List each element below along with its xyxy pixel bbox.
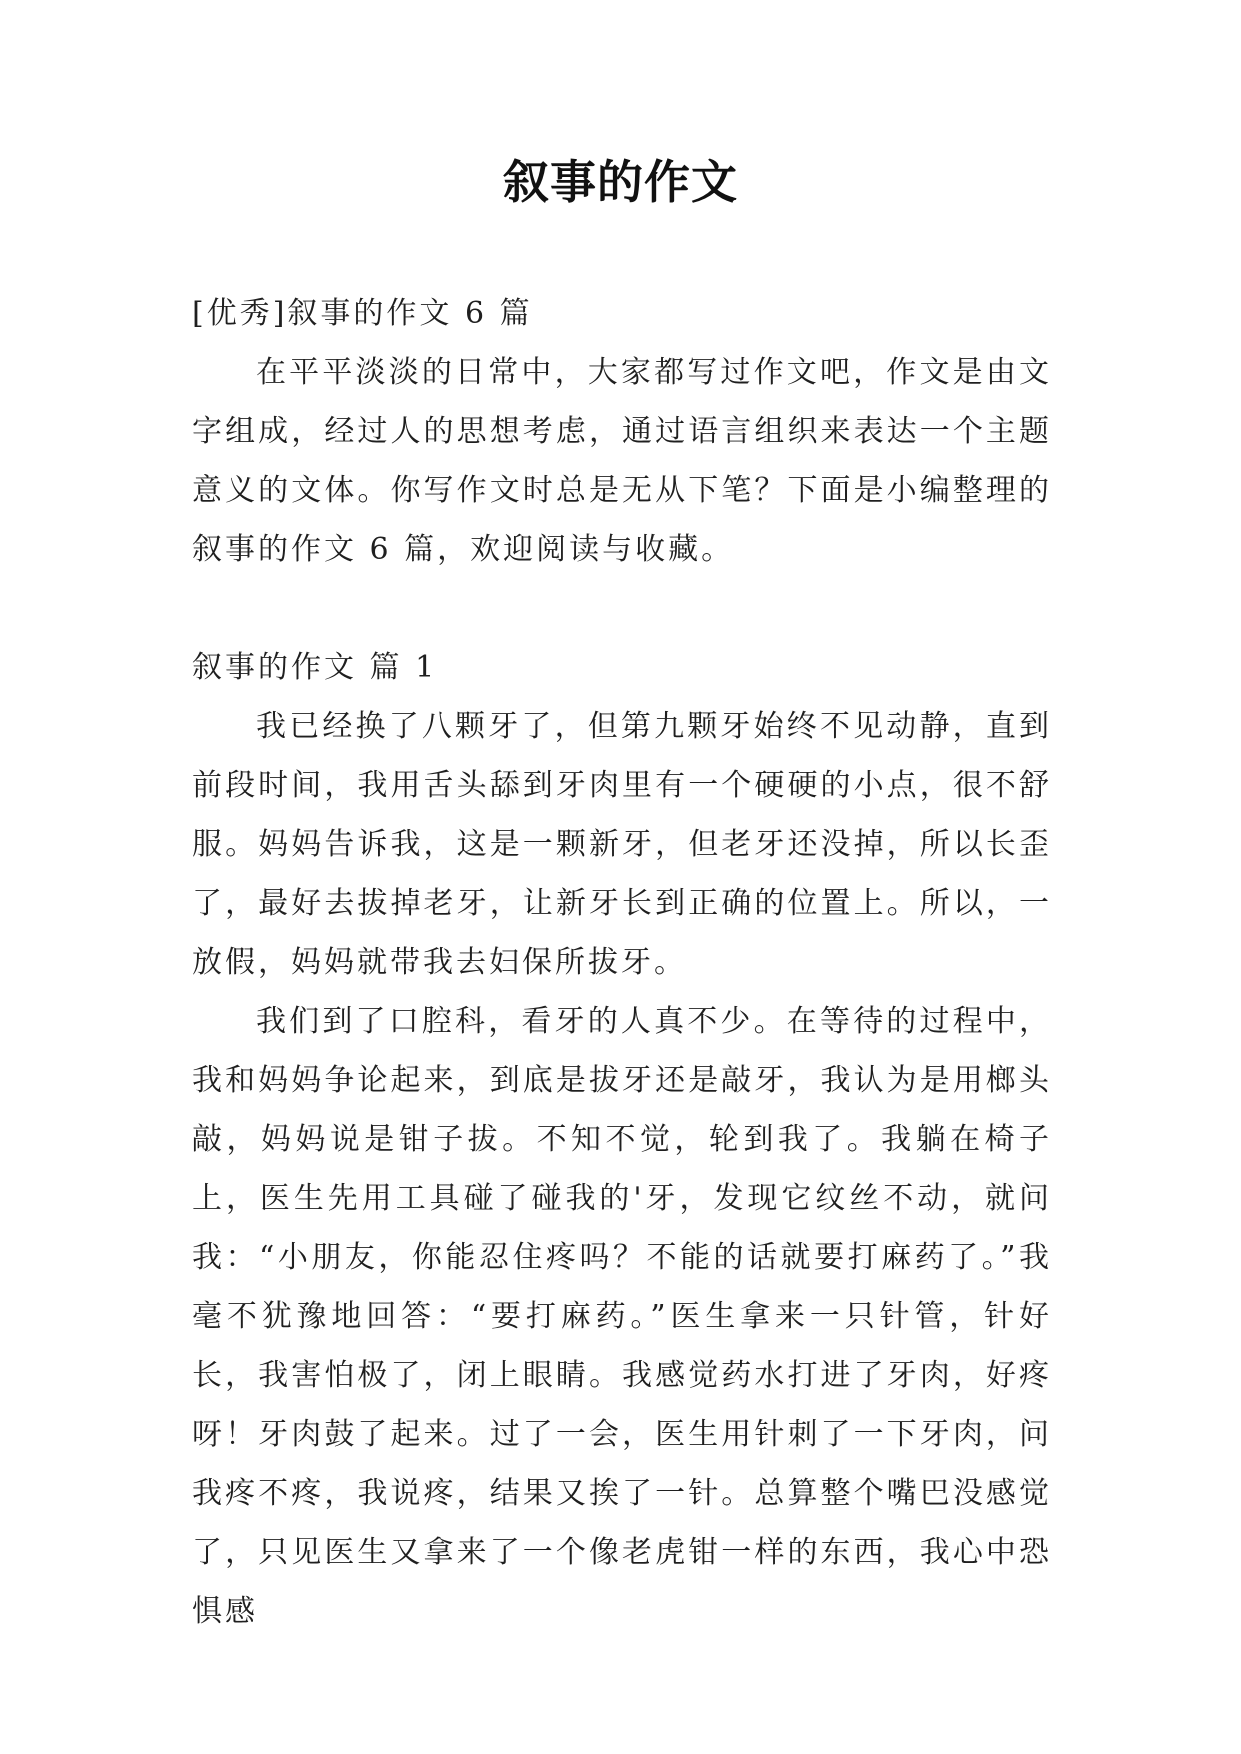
document-title: 叙事的作文 — [503, 155, 738, 209]
intro-paragraph: 在平平淡淡的日常中，大家都写过作文吧，作文是由文字组成，经过人的思想考虑，通过语言组织来表达一个主题意义的文体。你写作文时总是无从下笔？下面是小编整理的叙事的作文 6 篇，欢迎阅读与收藏。 — [192, 355, 1052, 567]
document-body — [192, 284, 1052, 1641]
section-spacer — [192, 579, 1052, 638]
document-subtitle: [优秀]叙事的作文 6 篇 — [192, 296, 533, 331]
section-heading: 叙事的作文 篇 1 — [192, 650, 438, 685]
body-paragraph-1: 我已经换了八颗牙了，但第九颗牙始终不见动静，直到前段时间，我用舌头舔到牙肉里有一个硬硬的小点，很不舒服。妈妈告诉我，这是一颗新牙，但老牙还没掉，所以长歪了，最好去拔掉老牙，让新牙长到正确的位置上。所以，一放假，妈妈就带我去妇保所拔牙。 — [192, 709, 1052, 980]
body-paragraph-2: 我们到了口腔科，看牙的人真不少。在等待的过程中，我和妈妈争论起来，到底是拔牙还是敲牙，我认为是用榔头敲，妈妈说是钳子拔。不知不觉，轮到我了。我躺在椅子上，医生先用工具碰了碰我的'牙，发现它纹丝不动，就问我：“小朋友，你能忍住疼吗？不能的话就要打麻药了。”我毫不犹豫地回答：“要打麻药。”医生拿来一只针管，针好长，我害怕极了，闭上眼睛。我感觉药水打进了牙肉，好疼呀！牙肉鼓了起来。过了一会，医生用针刺了一下牙肉，问我疼不疼，我说疼，结果又挨了一针。总算整个嘴巴没感觉了，只见医生又拿来了一个像老虎钳一样的东西，我心中恐惧感 — [192, 1004, 1052, 1629]
